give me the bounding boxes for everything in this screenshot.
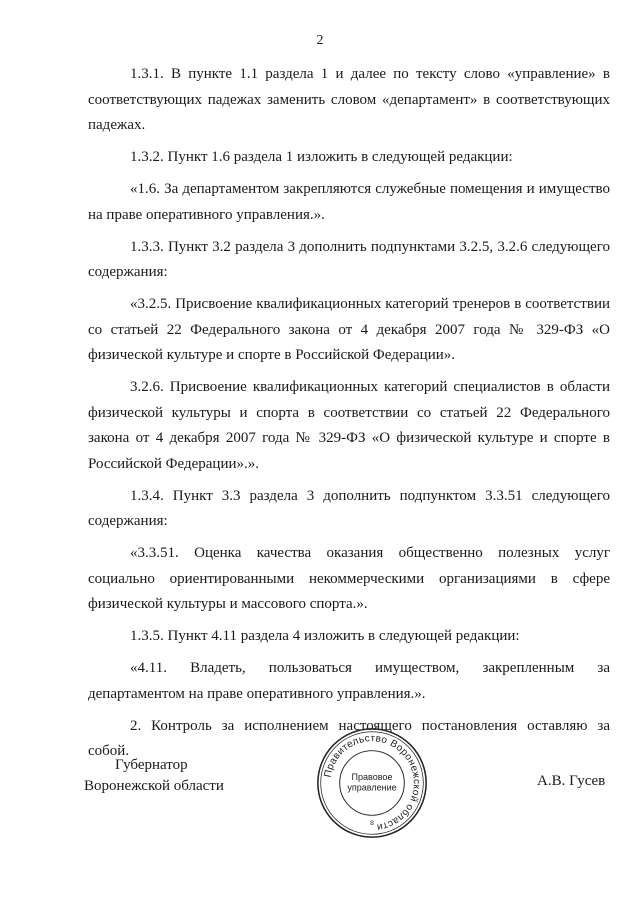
paragraph-1-3-1: 1.3.1. В пункте 1.1 раздела 1 и далее по тексту слово «управление» в соответствующих падежах заменить словом «департамент» в соответствующих падежах. (88, 66, 610, 133)
paragraph-2-control: 2. Контроль за исполнением настоящего постановления оставляю за собой. (88, 717, 610, 759)
signatory-title (84, 755, 224, 797)
paragraph-3-2-6: 3.2.6. Присвоение квалификационных категорий специалистов в области физической культуры и спорта в соответствии со статьей 22 Федерального закона от 4 декабря 2007 года № 329-ФЗ «О физической культуре и спорте в Российской Федерации».». (88, 379, 610, 472)
paragraph-4-11-quote: «4.11. Владеть, пользоваться имуществом, закрепленным за департаментом на праве оперативного управления.». (88, 660, 610, 702)
paragraph-1-3-3: 1.3.3. Пункт 3.2 раздела 3 дополнить подпунктами 3.2.5, 3.2.6 следующего содержания: (88, 238, 610, 280)
official-seal-stamp (315, 726, 429, 840)
page-number: 2 (316, 33, 324, 48)
signatory-title-line1: Губернатор (115, 757, 188, 773)
paragraph-1-3-4: 1.3.4. Пункт 3.3 раздела 3 дополнить подпунктом 3.3.51 следующего содержания: (88, 487, 610, 529)
paragraph-3-2-5-quote: «3.2.5. Присвоение квалификационных категорий тренеров в соответствии со статьей 22 Федерального закона от 4 декабря 2007 года № 329-ФЗ «О физической культуре и спорте в Российской Федерации». (88, 296, 610, 363)
paragraph-1-3-2: 1.3.2. Пункт 1.6 раздела 1 изложить в следующей редакции: (130, 149, 513, 165)
seal-number: 8 (370, 819, 374, 827)
seal-center-line2: управление (347, 782, 397, 793)
signatory-title-line2: Воронежской области (84, 778, 224, 794)
seal-ring-text: Правительство Воронежской области (322, 733, 422, 833)
signatory-name: А.В. Гусев (537, 773, 606, 789)
paragraph-3-3-51-quote: «3.3.51. Оценка качества оказания общественно полезных услуг социально ориентированными некоммерческими организациями в сфере физической культуры и массового спорта.». (88, 545, 610, 612)
seal-center-line1: Правовое (351, 772, 393, 783)
paragraph-1-6-quote: «1.6. За департаментом закрепляются служебные помещения и имущество на праве оперативного управления.». (88, 181, 610, 223)
paragraph-1-3-5: 1.3.5. Пункт 4.11 раздела 4 изложить в следующей редакции: (130, 628, 520, 644)
document-body (88, 62, 610, 771)
